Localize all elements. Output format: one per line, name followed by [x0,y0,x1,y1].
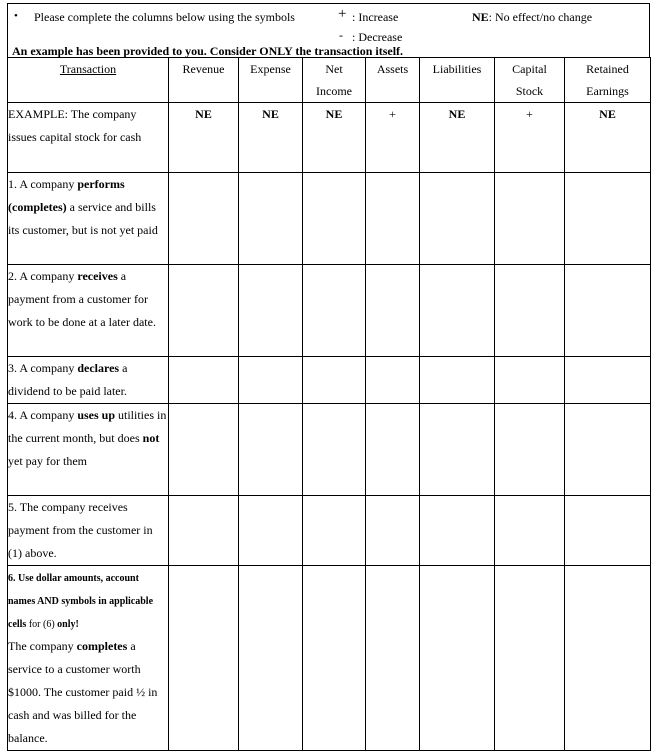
answer-cell[interactable] [420,566,495,751]
col-retained-earnings: Retained Earnings [565,58,651,103]
ne-legend [472,10,592,25]
example-capital-stock: + [495,103,565,173]
example-revenue: NE [169,103,239,173]
answer-cell[interactable] [239,566,303,751]
answer-cell[interactable] [239,496,303,566]
answer-cell[interactable] [239,357,303,404]
answer-cell[interactable] [366,357,420,404]
transaction-4: 4. A company uses up utilities in the current month, but does not yet pay for them [8,404,169,496]
answer-cell[interactable] [565,265,651,357]
table-row [8,357,651,404]
transaction-1: 1. A company performs (completes) a service and bills its customer, but is not yet paid [8,173,169,265]
header-row [8,58,651,103]
answer-cell[interactable] [420,496,495,566]
answer-cell[interactable] [366,173,420,265]
answer-cell[interactable] [169,404,239,496]
answer-cell[interactable] [420,173,495,265]
answer-cell[interactable] [565,404,651,496]
answer-cell[interactable] [169,496,239,566]
answer-cell[interactable] [239,265,303,357]
example-net-income: NE [303,103,366,173]
table-row [8,173,651,265]
answer-cell[interactable] [420,404,495,496]
decrease-label: : Decrease [352,30,403,44]
col-capital-stock: Capital Stock [495,58,565,103]
col-expense: Expense [239,58,303,103]
table-row [8,496,651,566]
answer-cell[interactable] [495,357,565,404]
answer-cell[interactable] [565,496,651,566]
ne-code: NE [472,10,489,24]
answer-cell[interactable] [565,566,651,751]
transaction-table [7,57,651,751]
example-description: EXAMPLE: The company issues capital stock for cash [8,103,169,173]
example-note: An example has been provided to you. Consider ONLY the transaction itself. [12,44,404,58]
answer-cell[interactable] [495,173,565,265]
answer-cell[interactable] [303,173,366,265]
instructions-text: Please complete the columns below using the symbols [34,10,295,24]
col-transaction: Transaction [8,58,169,103]
example-retained-earnings: NE [565,103,651,173]
answer-cell[interactable] [495,496,565,566]
answer-cell[interactable] [495,404,565,496]
answer-cell[interactable] [495,566,565,751]
example-liabilities: NE [420,103,495,173]
bullet-icon: • [14,10,18,22]
transaction-2: 2. A company receives a payment from a customer for work to be done at a later date. [8,265,169,357]
example-expense: NE [239,103,303,173]
instructions-box [7,3,650,57]
answer-cell[interactable] [303,357,366,404]
col-assets: Assets [366,58,420,103]
col-liabilities: Liabilities [420,58,495,103]
answer-cell[interactable] [303,265,366,357]
answer-cell[interactable] [366,265,420,357]
answer-cell[interactable] [565,357,651,404]
table-row [8,566,651,751]
answer-cell[interactable] [303,496,366,566]
answer-cell[interactable] [420,357,495,404]
transaction-6: 6. Use dollar amounts, account names AND symbols in applicable cells for (6) only! The company completes a service to a customer worth $1000. The customer paid ½ in cash and was billed for the balance. [8,566,169,751]
answer-cell[interactable] [303,404,366,496]
example-assets: + [366,103,420,173]
plus-symbol: + [338,6,347,22]
answer-cell[interactable] [239,173,303,265]
answer-cell[interactable] [366,404,420,496]
table-row [8,404,651,496]
answer-cell[interactable] [420,265,495,357]
table-row [8,265,651,357]
answer-cell[interactable] [169,173,239,265]
example-row [8,103,651,173]
answer-cell[interactable] [495,265,565,357]
answer-cell[interactable] [169,265,239,357]
ne-meaning: : No effect/no change [488,10,593,24]
increase-label: : Increase [352,10,399,24]
answer-cell[interactable] [239,404,303,496]
col-revenue: Revenue [169,58,239,103]
transaction-5: 5. The company receives payment from the customer in (1) above. [8,496,169,566]
answer-cell[interactable] [303,566,366,751]
answer-cell[interactable] [565,173,651,265]
answer-cell[interactable] [169,357,239,404]
minus-symbol: - [339,28,343,42]
answer-cell[interactable] [169,566,239,751]
answer-cell[interactable] [366,566,420,751]
transaction-3: 3. A company declares a dividend to be paid later. [8,357,169,404]
answer-cell[interactable] [366,496,420,566]
col-net-income: Net Income [303,58,366,103]
